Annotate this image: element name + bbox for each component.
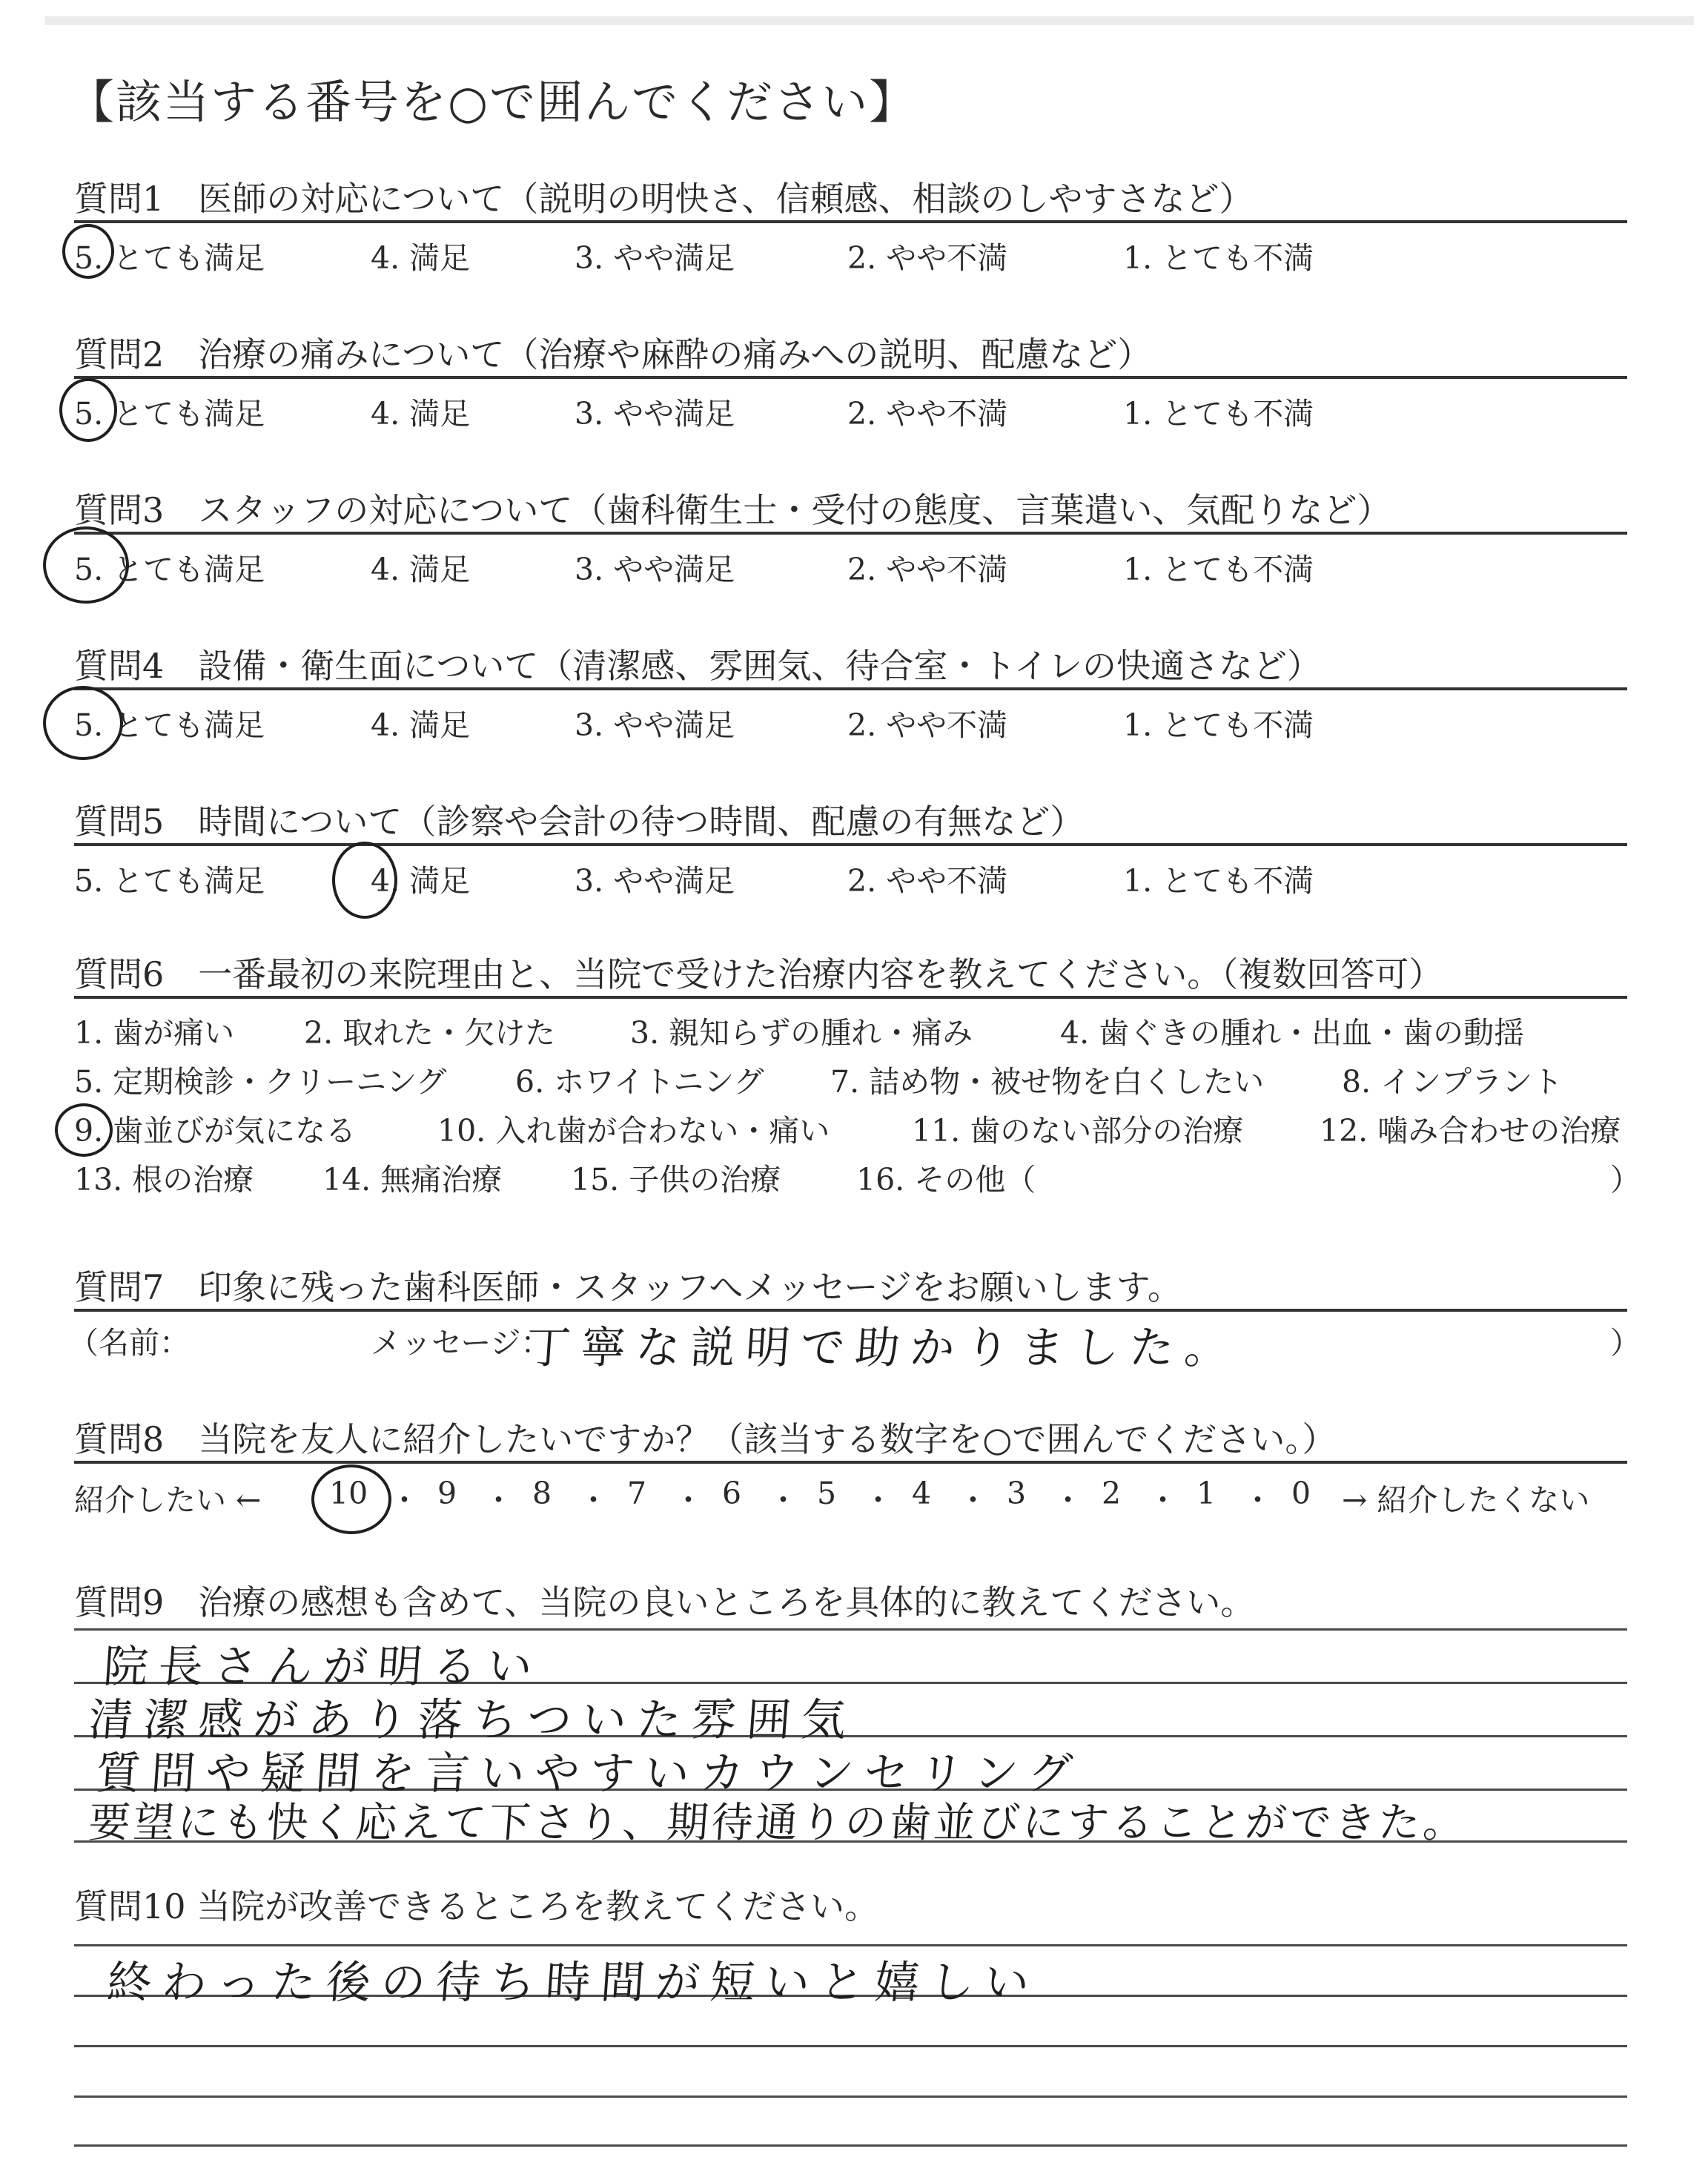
q8-separator: ・ <box>673 1482 704 1518</box>
q8-score-1[interactable]: 1 <box>1196 1476 1217 1511</box>
q1-rule <box>74 220 1627 223</box>
q6-option-7[interactable]: 7. 詰め物・被せ物を白くしたい <box>830 1064 1265 1100</box>
q8-left-label: 紹介したい ← <box>74 1482 262 1518</box>
q3-title: 質問3 スタッフの対応について（歯科衛生士・受付の態度、言葉遣い、気配りなど） <box>74 490 1391 530</box>
q1-option-4[interactable]: 4. 満足 <box>371 240 471 276</box>
q2-title: 質問2 治療の痛みについて（治療や麻酔の痛みへの説明、配慮など） <box>74 334 1152 374</box>
q8-score-10[interactable]: 10 <box>329 1476 368 1511</box>
q6-selection-circle <box>55 1103 113 1157</box>
q8-separator: ・ <box>1053 1482 1083 1518</box>
q7-message-label: メッセージ： <box>371 1325 552 1361</box>
q8-score-0[interactable]: 0 <box>1291 1476 1311 1511</box>
q5-option-3[interactable]: 3. やや満足 <box>575 863 735 899</box>
q9-answer-4[interactable]: 要望にも快く応えて下さり、期待通りの歯並びにすることができた。 <box>87 1799 1469 1847</box>
q8-separator: ・ <box>483 1482 514 1518</box>
q1-selection-circle <box>62 224 114 279</box>
q4-option-1[interactable]: 1. とても不満 <box>1123 707 1314 743</box>
q3-option-5[interactable]: 5. とても満足 <box>74 552 265 587</box>
q3-option-2[interactable]: 2. やや不満 <box>847 552 1008 587</box>
q6-other-close: ） <box>1610 1162 1641 1198</box>
q6-option-15[interactable]: 15. 子供の治療 <box>571 1162 781 1198</box>
q5-rule <box>74 843 1627 846</box>
q1-option-3[interactable]: 3. やや満足 <box>575 240 735 276</box>
q6-rule <box>74 996 1627 999</box>
q9-answer-3[interactable]: 質問や疑問を言いやすいカウンセリング <box>94 1748 1085 1800</box>
q4-option-5[interactable]: 5. とても満足 <box>74 707 265 743</box>
q3-option-4[interactable]: 4. 満足 <box>371 552 471 587</box>
q2-option-4[interactable]: 4. 満足 <box>371 396 471 432</box>
q7-title: 質問7 印象に残った歯科医師・スタッフへメッセージをお願いします。 <box>74 1267 1182 1307</box>
q2-option-5[interactable]: 5. とても満足 <box>74 396 265 432</box>
q2-option-2[interactable]: 2. やや不満 <box>847 396 1008 432</box>
q9-answer-2[interactable]: 清潔感があり落ちついた雰囲気 <box>87 1694 858 1746</box>
q2-option-3[interactable]: 3. やや満足 <box>575 396 735 432</box>
q1-option-2[interactable]: 2. やや不満 <box>847 240 1008 276</box>
q10-line-1 <box>74 1944 1627 1946</box>
q8-separator: ・ <box>768 1482 798 1518</box>
q4-rule <box>74 687 1627 690</box>
q10-line-3 <box>74 2045 1627 2047</box>
q8-score-2[interactable]: 2 <box>1102 1476 1122 1511</box>
q6-title: 質問6 一番最初の来院理由と、当院で受けた治療内容を教えてください。（複数回答可） <box>74 954 1443 994</box>
q8-separator: ・ <box>958 1482 988 1518</box>
q6-option-2[interactable]: 2. 取れた・欠けた <box>304 1015 556 1051</box>
q8-score-7[interactable]: 7 <box>627 1476 647 1511</box>
q10-line-4 <box>74 2095 1627 2098</box>
q6-option-4[interactable]: 4. 歯ぐきの腫れ・出血・歯の動揺 <box>1060 1015 1525 1051</box>
q3-selection-circle <box>43 526 129 604</box>
q4-option-4[interactable]: 4. 満足 <box>371 707 471 743</box>
q7-rule <box>74 1309 1627 1312</box>
q9-answer-1[interactable]: 院長さんが明るい <box>102 1641 545 1693</box>
q6-option-10[interactable]: 10. 入れ歯が合わない・痛い <box>437 1113 830 1149</box>
q6-option-12[interactable]: 12. 噛み合わせの治療 <box>1320 1113 1621 1149</box>
q9-line-1 <box>74 1628 1627 1631</box>
q10-line-5 <box>74 2144 1627 2147</box>
q4-selection-circle <box>43 686 123 760</box>
form-heading: 【該当する番号を○で囲んでください】 <box>68 75 917 129</box>
q10-title: 質問10 当院が改善できるところを教えてください。 <box>74 1886 879 1926</box>
q4-option-3[interactable]: 3. やや満足 <box>575 707 735 743</box>
q5-option-5[interactable]: 5. とても満足 <box>74 863 265 899</box>
q5-option-2[interactable]: 2. やや不満 <box>847 863 1008 899</box>
q9-title: 質問9 治療の感想も含めて、当院の良いところを具体的に教えてください。 <box>74 1582 1255 1622</box>
q8-selection-circle <box>311 1464 391 1534</box>
q6-option-3[interactable]: 3. 親知らずの腫れ・痛み <box>630 1015 973 1051</box>
q3-rule <box>74 532 1627 535</box>
q6-option-14[interactable]: 14. 無痛治療 <box>322 1162 503 1198</box>
q6-option-9[interactable]: 9. 歯並びが気になる <box>74 1113 357 1149</box>
q8-separator: ・ <box>863 1482 893 1518</box>
q2-rule <box>74 376 1627 379</box>
q8-separator: ・ <box>1242 1482 1273 1518</box>
q8-separator: ・ <box>1148 1482 1178 1518</box>
q6-option-5[interactable]: 5. 定期検診・クリーニング <box>74 1064 447 1100</box>
q6-option-16[interactable]: 16. その他（ <box>856 1162 1036 1198</box>
q8-separator: ・ <box>578 1482 609 1518</box>
q3-option-1[interactable]: 1. とても不満 <box>1123 552 1314 587</box>
q8-separator: ・ <box>389 1482 420 1518</box>
q3-option-3[interactable]: 3. やや満足 <box>575 552 735 587</box>
q2-selection-circle <box>59 378 117 442</box>
q8-score-6[interactable]: 6 <box>722 1476 742 1511</box>
q7-message-handwritten[interactable]: 丁寧な説明で助かりました。 <box>524 1322 1242 1374</box>
q6-option-13[interactable]: 13. 根の治療 <box>74 1162 254 1198</box>
q8-title: 質問8 当院を友人に紹介したいですか？（該当する数字を○で囲んでください。） <box>74 1419 1337 1459</box>
q10-answer-1[interactable]: 終わった後の待ち時間が短いと嬉しい <box>105 1957 1042 2009</box>
q5-title: 質問5 時間について（診察や会計の待つ時間、配慮の有無など） <box>74 802 1085 842</box>
scan-edge <box>44 16 1694 25</box>
q6-option-8[interactable]: 8. インプラント <box>1342 1064 1563 1100</box>
q1-title: 質問1 医師の対応について（説明の明快さ、信頼感、相談のしやすさなど） <box>74 179 1254 219</box>
q5-option-4[interactable]: 4. 満足 <box>371 863 471 899</box>
q1-option-5[interactable]: 5. とても満足 <box>74 240 265 276</box>
q7-close: ） <box>1610 1325 1641 1361</box>
q4-option-2[interactable]: 2. やや不満 <box>847 707 1008 743</box>
q8-score-8[interactable]: 8 <box>532 1476 552 1511</box>
q1-option-1[interactable]: 1. とても不満 <box>1123 240 1314 276</box>
q7-name-label: （名前： <box>68 1325 190 1361</box>
q5-option-1[interactable]: 1. とても不満 <box>1123 863 1314 899</box>
q8-score-9[interactable]: 9 <box>437 1476 457 1511</box>
q8-score-4[interactable]: 4 <box>912 1476 932 1511</box>
q2-option-1[interactable]: 1. とても不満 <box>1123 396 1314 432</box>
q5-selection-circle <box>332 842 397 919</box>
q8-right-label: → 紹介したくない <box>1342 1482 1590 1518</box>
q6-option-1[interactable]: 1. 歯が痛い <box>74 1015 235 1051</box>
q8-score-5[interactable]: 5 <box>817 1476 837 1511</box>
q6-option-11[interactable]: 11. 歯のない部分の治療 <box>912 1113 1244 1149</box>
q4-title: 質問4 設備・衛生面について（清潔感、雰囲気、待合室・トイレの快適さなど） <box>74 646 1322 686</box>
q8-rule <box>74 1461 1627 1464</box>
q6-option-6[interactable]: 6. ホワイトニング <box>515 1064 764 1100</box>
q8-score-3[interactable]: 3 <box>1007 1476 1027 1511</box>
